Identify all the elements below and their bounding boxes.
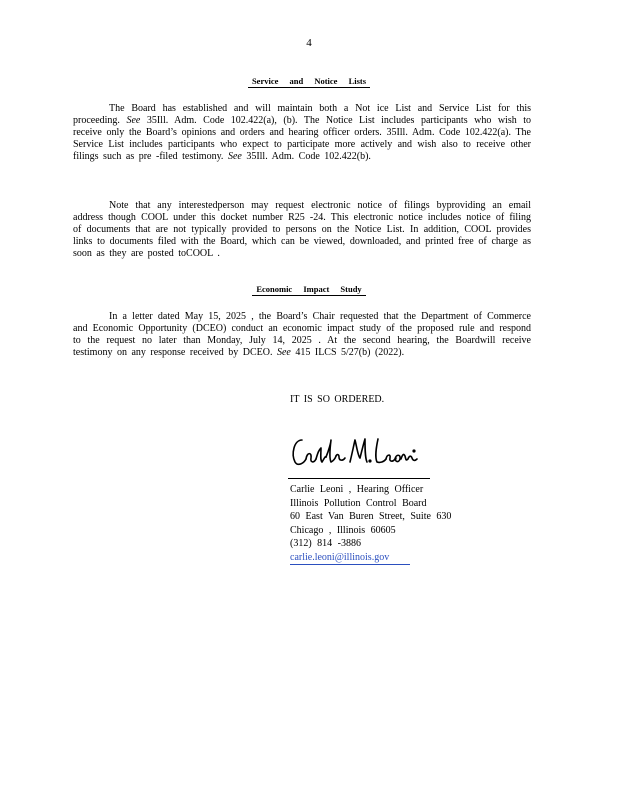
page-number: 4 [306, 37, 312, 49]
signature-block [290, 483, 451, 565]
signer-email-link[interactable]: carlie.leoni@illinois.gov [290, 551, 410, 566]
see-citation: See [126, 115, 141, 126]
service-para-text-3: 35Ill. Adm. Code 102.422(b). [241, 151, 371, 162]
economic-impact-heading-text: Economic Impact Study [252, 284, 365, 296]
see-citation: See [276, 347, 291, 358]
economic-para-text-2: 415 ILCS 5/27(b) (2022). [290, 347, 405, 358]
signer-address: 60 East Van Buren Street, Suite 630 [290, 511, 452, 522]
signer-city: Chicago , Illinois 60605 [290, 524, 396, 536]
service-notice-heading-text: Service and Notice Lists [248, 76, 370, 88]
service-list-paragraph [73, 103, 531, 163]
service-notice-heading [0, 76, 618, 88]
signer-name-title: Carlie Leoni , Hearing Officer [290, 484, 424, 495]
signature-line [288, 478, 430, 479]
it-is-so-ordered: IT IS SO ORDERED. [290, 394, 385, 405]
electronic-notice-paragraph: Note that any interestedperson may request electronic notice of filings byproviding an email address though COOL under this docket number R25 -24. This electronic notice includes notice of filing of documents that are not typically provided to persons on the Notice List. In addition, COOL provides links to documents filed with the Board, which can be viewed, downloaded, and printed free of charge as soon as they are posted toCOOL . [73, 200, 531, 259]
economic-impact-heading [0, 284, 618, 296]
service-para-text-2: 35Ill. Adm. Code 102.422(a), (b). The Notice List includes participants who wish to receive only the Board’s opinions and orders and hearing officer orders. 35Ill. Adm. Code 102.422(a). The Service List includes participants who expect to participate more actively and wish also to receive other filings such as pre -filed testimony. [73, 115, 531, 162]
signer-phone: (312) 814 -3886 [290, 538, 361, 549]
economic-para-text-1: In a letter dated May 15, 2025 , the Board’s Chair requested that the Department of Commerce and Economic Opportunity (DCEO) conduct an economic impact study of the proposed rule and respond to the request no later than Monday, July 14, 2025 . At the second hearing, the Boardwill receive testimony on any response received by DCEO. [73, 311, 531, 358]
see-citation: See [227, 151, 242, 162]
signer-organization: Illinois Pollution Control Board [290, 497, 427, 509]
service-para-text-1: The Board has established and will maintain both a Not ice List and Service List for this proceeding. [73, 103, 531, 126]
economic-impact-paragraph [73, 311, 531, 359]
handwritten-signature [288, 432, 428, 472]
